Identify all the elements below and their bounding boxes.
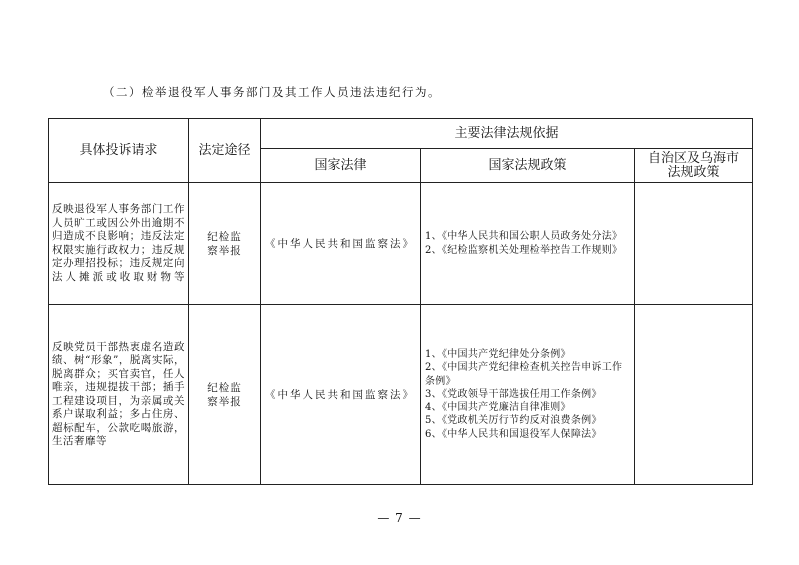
channel-cell — [189, 305, 261, 485]
section-heading: （二）检举退役军人事务部门及其工作人员违法违纪行为。 — [103, 85, 441, 99]
header-legal-basis: 主要法律法规依据 — [261, 119, 753, 149]
table-row — [49, 183, 753, 305]
national-law-cell: 《中华人民共和国监察法》 — [261, 305, 421, 485]
policy-item: 2、《中国共产党纪律检查机关控告申诉工作条例》 — [425, 362, 623, 387]
channel-cell — [189, 183, 261, 305]
header-national-law: 国家法律 — [261, 149, 421, 183]
policy-item: 6、《中华人民共和国退役军人保障法》 — [425, 428, 602, 440]
complaint-cell: 反映退役军人事务部门工作人员旷工或因公外出逾期不归造成不良影响；违反法定权限实施行政权力；违反规定办理招投标；违反规定向法人摊派或收取财物等 — [49, 183, 189, 305]
policy-item: 1、《中华人民共和国公职人员政务处分法》 — [425, 231, 623, 243]
regional-policy-cell — [635, 305, 753, 485]
header-complaint: 具体投诉请求 — [49, 119, 189, 183]
header-regional-policy: 自治区及乌海市法规政策 — [635, 149, 753, 183]
policy-item: 1、《中国共产党纪律处分条例》 — [425, 348, 571, 360]
page-number: — 7 — — [377, 511, 422, 525]
national-policy-cell — [421, 183, 635, 305]
header-national-policy: 国家法规政策 — [421, 149, 635, 183]
policy-item: 2、《纪检监察机关处理检举控告工作规则》 — [425, 244, 623, 256]
national-law-cell: 《中华人民共和国监察法》 — [261, 183, 421, 305]
policy-item: 5、《党政机关厉行节约反对浪费条例》 — [425, 415, 602, 427]
table-row — [49, 305, 753, 485]
policy-item: 3、《党政领导干部选拔任用工作条例》 — [425, 388, 602, 400]
policy-item: 4、《中国共产党廉洁自律准则》 — [425, 402, 571, 414]
channel-text: 纪检监察举报 — [207, 230, 242, 257]
regional-policy-cell — [635, 183, 753, 305]
header-channel: 法定途径 — [189, 119, 261, 183]
complaint-cell: 反映党员干部热衷虚名造政绩、树“形象”，脱离实际，脱离群众；买官卖官，任人唯亲，违规提拔干部；插手工程建设项目，为亲属或关系户谋取利益；多占住房、超标配车，公款吃喝旅游，生活奢靡等 — [49, 305, 189, 485]
complaint-law-table — [48, 118, 753, 485]
channel-text: 纪检监察举报 — [207, 381, 242, 408]
national-policy-cell — [421, 305, 635, 485]
